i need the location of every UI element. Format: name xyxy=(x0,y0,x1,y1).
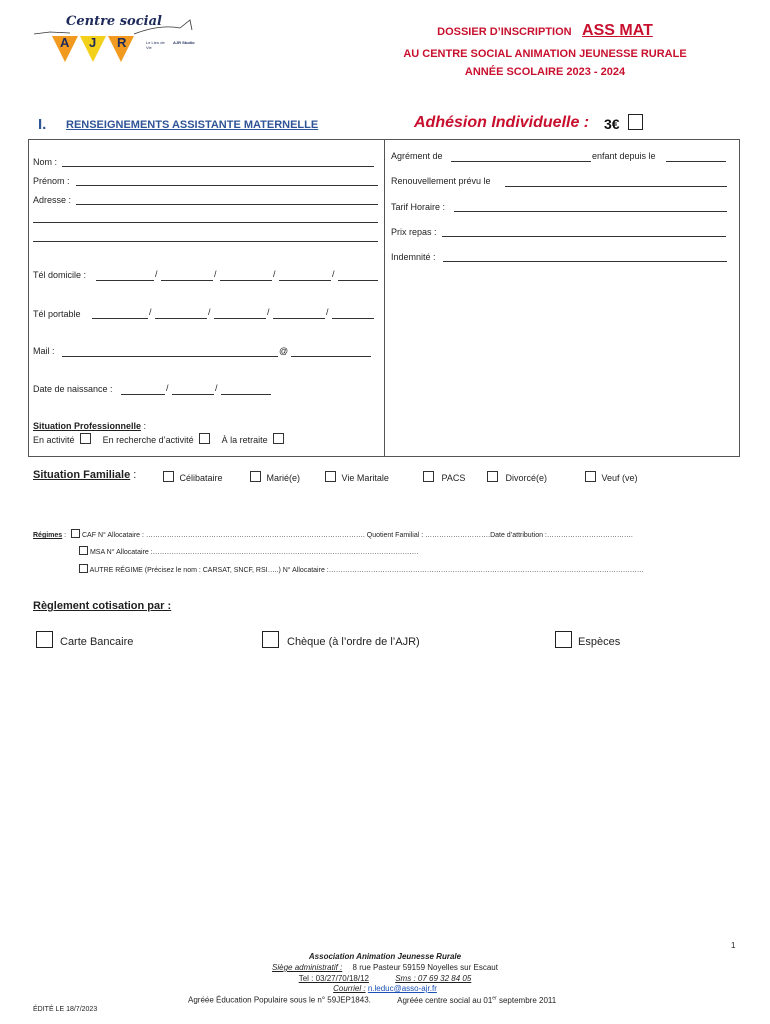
footer-siege xyxy=(185,963,585,972)
renouvellement-field[interactable] xyxy=(505,186,727,187)
prix-repas-field[interactable] xyxy=(442,236,726,237)
tel-domicile-sep: / xyxy=(155,269,158,279)
indemnite-field[interactable] xyxy=(443,261,727,262)
header-title xyxy=(380,22,710,40)
header-line2: AU CENTRE SOCIAL ANIMATION JEUNESSE RURALE xyxy=(403,48,687,60)
situation-pro-options xyxy=(33,433,284,445)
section-title: RENSEIGNEMENTS ASSISTANTE MATERNELLE xyxy=(66,119,319,131)
tel-domicile-sep: / xyxy=(214,269,217,279)
info-table-divider xyxy=(384,139,385,457)
caf-checkbox[interactable] xyxy=(71,529,80,538)
logo-letter-j: J xyxy=(89,35,97,50)
tel-portable-seg1[interactable] xyxy=(92,318,148,319)
reglement-label: Règlement cotisation par : xyxy=(33,600,172,612)
prix-repas-label: Prix repas : xyxy=(391,227,437,237)
agrement-label: Agrément de xyxy=(391,151,443,161)
tel-domicile-seg4[interactable] xyxy=(279,280,331,281)
vie-maritale-checkbox[interactable] xyxy=(325,471,336,482)
carte-bancaire-checkbox[interactable] xyxy=(36,631,53,648)
header-title-prefix: DOSSIER D’INSCRIPTION xyxy=(437,26,572,38)
regimes-label: Régimes xyxy=(33,532,63,539)
option-marie[interactable] xyxy=(250,471,300,483)
tel-portable-sep: / xyxy=(326,307,329,317)
divorce-checkbox[interactable] xyxy=(487,471,498,482)
adhesion-price: 3€ xyxy=(604,116,620,132)
celibataire-checkbox[interactable] xyxy=(163,471,174,482)
page-number: 1 xyxy=(731,941,736,950)
adhesion-checkbox[interactable] xyxy=(628,114,643,130)
option-pacs[interactable] xyxy=(423,471,465,483)
footer-tel: Tel : 03/27/70/18/12 xyxy=(298,974,369,983)
adresse-field-3[interactable] xyxy=(33,241,378,242)
marie-checkbox[interactable] xyxy=(250,471,261,482)
regimes-msa-row xyxy=(79,546,419,556)
agree2-suffix: septembre 2011 xyxy=(498,995,557,1005)
siege-label: Siège administratif : xyxy=(272,963,343,972)
indemnite-label: Indemnité : xyxy=(391,252,436,262)
footer-courriel xyxy=(185,984,585,993)
tel-portable-label: Tél portable xyxy=(33,309,81,319)
prenom-field[interactable] xyxy=(76,185,378,186)
pacs-label: PACS xyxy=(441,473,466,483)
regimes-colon: : xyxy=(64,532,67,539)
tel-portable-sep: / xyxy=(208,307,211,317)
agree2 xyxy=(397,996,556,1005)
logo-badge-lieu: Le Lieu de Vie xyxy=(146,40,165,50)
adresse-label: Adresse : xyxy=(33,195,72,205)
header-line3: ANNÉE SCOLAIRE 2023 - 2024 xyxy=(464,66,626,78)
regimes-caf-row xyxy=(33,529,633,539)
logo xyxy=(30,14,220,64)
retraite-label: À la retraite xyxy=(221,435,268,445)
situation-familiale-label: Situation Familiale xyxy=(33,469,131,481)
enfant-depuis-field[interactable] xyxy=(666,161,726,162)
agrement-field[interactable] xyxy=(451,161,591,162)
courriel-link[interactable]: n.leduc@asso-ajr.fr xyxy=(367,984,437,993)
autre-checkbox[interactable] xyxy=(79,564,88,573)
footer-org: Association Animation Jeunesse Rurale xyxy=(308,952,462,961)
naissance-label: Date de naissance : xyxy=(33,384,113,394)
especes-label: Espèces xyxy=(578,636,621,648)
adhesion-label: Adhésion Individuelle : xyxy=(414,114,590,131)
recherche-checkbox[interactable] xyxy=(199,433,210,444)
retraite-checkbox[interactable] xyxy=(273,433,284,444)
divorce-label: Divorcé(e) xyxy=(505,473,548,483)
naissance-day[interactable] xyxy=(121,394,165,395)
msa-line: MSA N° Allocataire :…………………………………………………………………………………………………… xyxy=(89,549,419,556)
tel-portable-seg5[interactable] xyxy=(332,318,374,319)
naissance-year[interactable] xyxy=(221,394,271,395)
tel-domicile-seg3[interactable] xyxy=(220,280,272,281)
autre-line: AUTRE RÉGIME (Précisez le nom : CARSAT, SNCF, RSI…..) N° Allocataire :……………………………………………………………………………………………………………………… xyxy=(89,567,644,574)
option-celibataire[interactable] xyxy=(163,471,223,483)
adresse-field-1[interactable] xyxy=(76,204,378,205)
option-divorce[interactable] xyxy=(487,471,547,483)
tel-portable-seg2[interactable] xyxy=(155,318,207,319)
tel-domicile-seg2[interactable] xyxy=(161,280,213,281)
vie-maritale-label: Vie Maritale xyxy=(341,473,389,483)
renouvellement-label: Renouvellement prévu le xyxy=(391,176,491,186)
footer-agreements xyxy=(188,995,556,1005)
courriel-label: Courriel : xyxy=(333,984,366,993)
tel-domicile-label: Tél domicile : xyxy=(33,270,87,280)
msa-checkbox[interactable] xyxy=(79,546,88,555)
mail-label: Mail : xyxy=(33,346,55,356)
tel-domicile-seg1[interactable] xyxy=(96,280,154,281)
tel-portable-sep: / xyxy=(149,307,152,317)
logo-script-text: Centre social xyxy=(66,14,162,29)
agree2-prefix: Agréée centre social au 01 xyxy=(397,995,493,1005)
tarif-label: Tarif Horaire : xyxy=(391,202,446,212)
tel-domicile-seg5[interactable] xyxy=(338,280,378,281)
naissance-month[interactable] xyxy=(172,394,214,395)
tel-domicile-sep: / xyxy=(273,269,276,279)
veuf-checkbox[interactable] xyxy=(585,471,596,482)
tel-portable-seg4[interactable] xyxy=(273,318,325,319)
tel-portable-seg3[interactable] xyxy=(214,318,266,319)
agree1: Agréée Éducation Populaire sous le n° 59JEP1843. xyxy=(188,995,371,1005)
section-number: I. xyxy=(38,116,47,133)
logo-badge-studio: AJR Studio xyxy=(173,40,195,45)
cheque-checkbox[interactable] xyxy=(262,631,279,648)
cheque-label: Chèque (à l’ordre de l’AJR) xyxy=(287,636,420,648)
situation-pro-colon: : xyxy=(143,421,147,431)
tel-domicile-sep: / xyxy=(332,269,335,279)
agree2-sup: er xyxy=(492,995,497,1001)
nom-label: Nom : xyxy=(33,157,58,167)
footer-sms: Sms : 07 69 32 84 05 xyxy=(395,974,472,983)
situation-familiale-colon: : xyxy=(133,469,137,481)
pacs-checkbox[interactable] xyxy=(423,471,434,482)
header-title-highlight: ASS MAT xyxy=(582,22,653,39)
edite-date: ÉDITÉ LE 18/7/2023 xyxy=(33,1006,98,1013)
en-activite-checkbox[interactable] xyxy=(80,433,91,444)
marie-label: Marié(e) xyxy=(266,473,301,483)
siege-value: 8 rue Pasteur 59159 Noyelles sur Escaut xyxy=(352,963,498,972)
recherche-label: En recherche d’activité xyxy=(102,435,194,445)
naissance-sep: / xyxy=(215,383,218,393)
adresse-field-2[interactable] xyxy=(33,222,378,223)
situation-familiale-heading xyxy=(33,469,136,481)
enfant-depuis-label: enfant depuis le xyxy=(592,151,656,161)
naissance-sep: / xyxy=(166,383,169,393)
option-vie-maritale[interactable] xyxy=(325,471,389,483)
especes-checkbox[interactable] xyxy=(555,631,572,648)
logo-letter-a: A xyxy=(60,35,70,50)
regimes-autre-row xyxy=(79,564,644,574)
logo-letter-r: R xyxy=(117,35,127,50)
tarif-field[interactable] xyxy=(454,211,727,212)
carte-bancaire-label: Carte Bancaire xyxy=(60,636,134,648)
caf-line: CAF N° Allocataire : …………………………………………………………………………………. Quotient Familial : ……………………….Date d’attribution :………………………………. xyxy=(82,532,633,539)
celibataire-label: Célibataire xyxy=(179,473,223,483)
nom-field[interactable] xyxy=(62,166,374,167)
prenom-label: Prénom : xyxy=(33,176,70,186)
situation-pro xyxy=(33,421,146,431)
mail-at: @ xyxy=(279,346,289,356)
tel-portable-sep: / xyxy=(267,307,270,317)
mail-field-domain[interactable] xyxy=(291,356,371,357)
situation-pro-label: Situation Professionnelle xyxy=(33,421,142,431)
mail-field-user[interactable] xyxy=(62,356,278,357)
en-activite-label: En activité xyxy=(33,435,75,445)
footer-phones xyxy=(185,974,585,983)
option-veuf[interactable] xyxy=(585,471,638,483)
veuf-label: Veuf (ve) xyxy=(601,473,638,483)
